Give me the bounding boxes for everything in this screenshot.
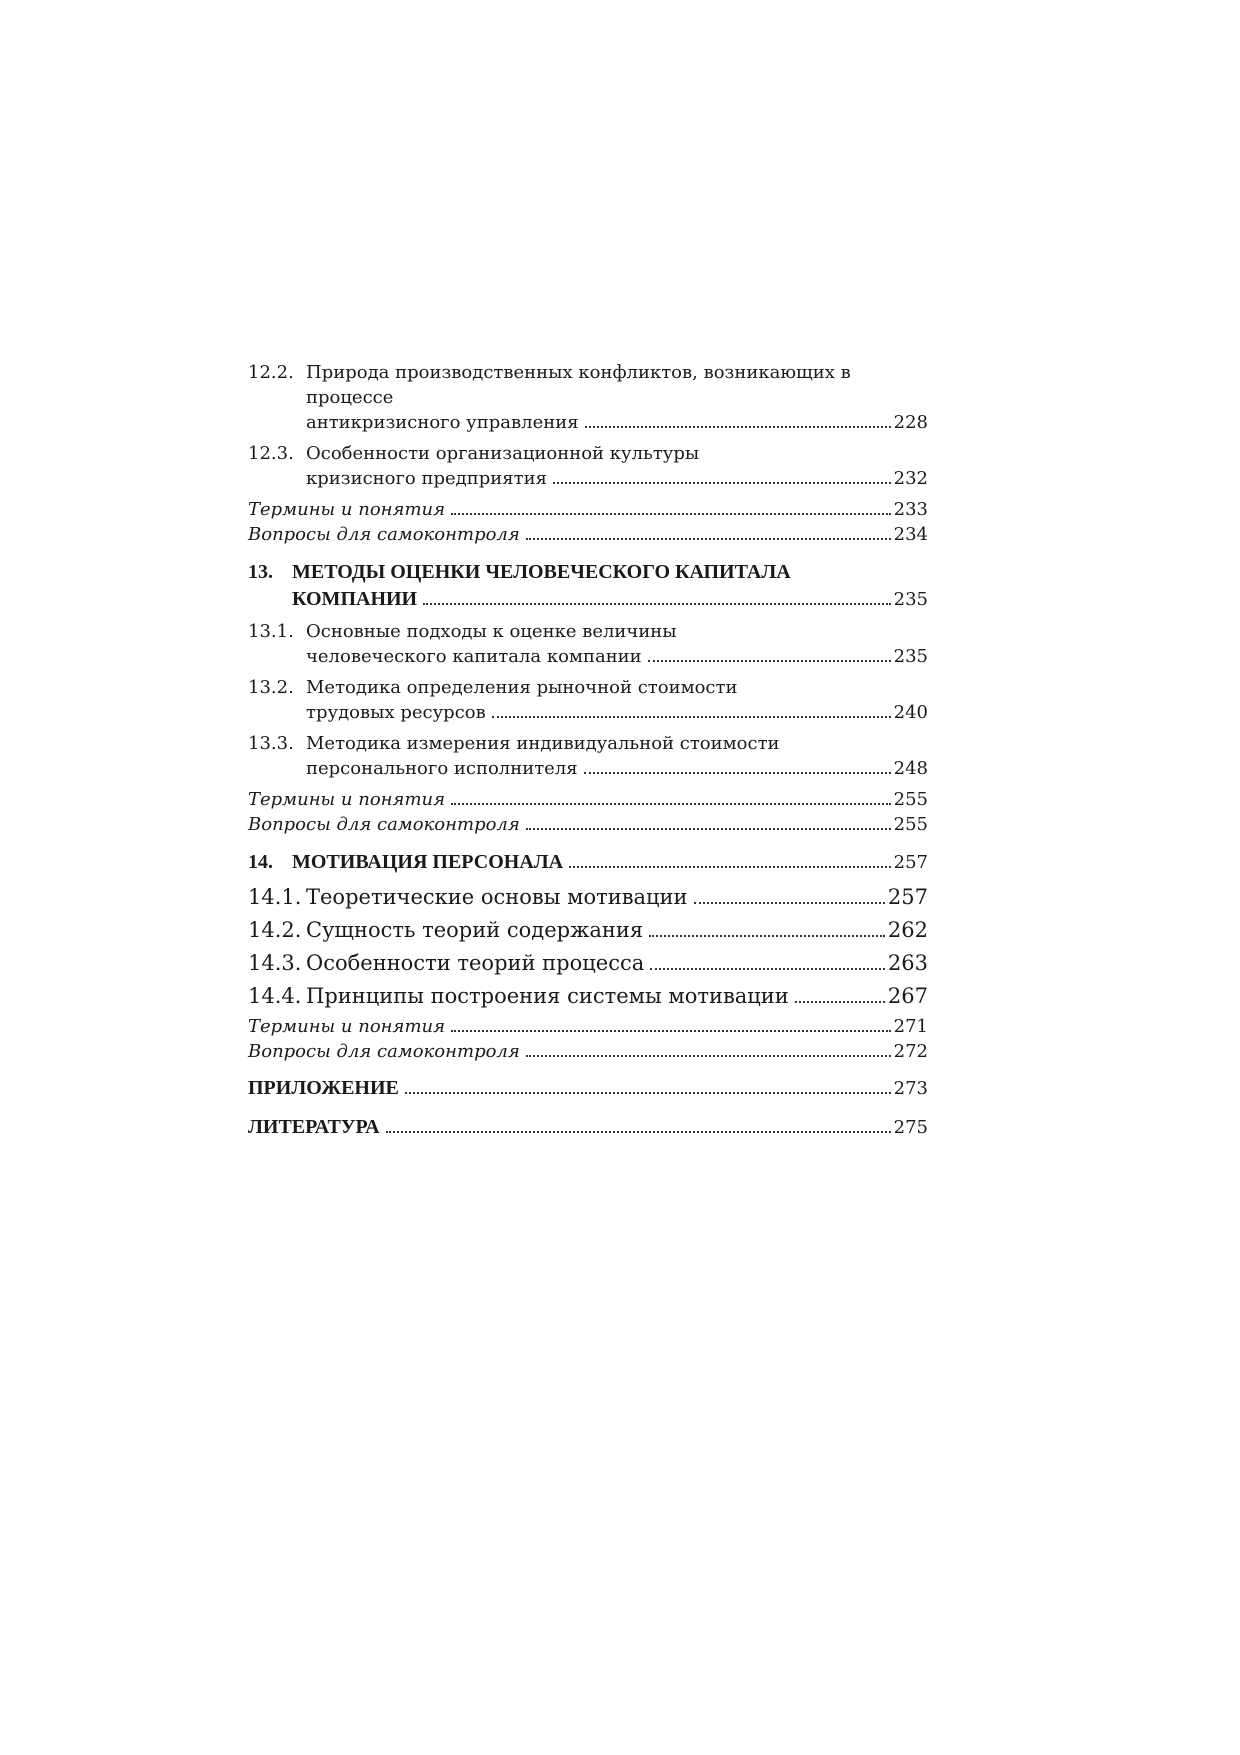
page-number: 248: [893, 758, 928, 779]
dot-leader: [451, 803, 891, 805]
table-of-contents: [248, 360, 928, 1142]
section-title-line: Сущность теорий содержания: [306, 918, 644, 942]
section-number: 14.2.: [248, 918, 302, 942]
toc-entry-13-2[interactable]: [248, 675, 928, 725]
dot-leader: [569, 866, 891, 868]
dot-leader: [526, 828, 891, 830]
dot-leader: [648, 660, 891, 662]
terms-title: Термины и понятия: [248, 499, 446, 520]
toc-entry-14-1[interactable]: [248, 882, 928, 912]
toc-entry-13-3[interactable]: [248, 731, 928, 781]
page-number: 267: [887, 984, 928, 1008]
page-number: 240: [893, 702, 928, 723]
toc-entry-questions-12[interactable]: [248, 522, 928, 547]
toc-entry-12-3[interactable]: [248, 441, 928, 491]
dot-leader: [492, 716, 891, 718]
dot-leader: [405, 1092, 891, 1094]
section-title-line: человеческого капитала компании: [306, 646, 642, 667]
toc-entry-terms-13[interactable]: [248, 787, 928, 812]
toc-entry-14-4[interactable]: [248, 981, 928, 1011]
toc-entry-13-1[interactable]: [248, 619, 928, 669]
toc-entry-questions-14[interactable]: [248, 1039, 928, 1064]
page-number: 273: [893, 1078, 928, 1099]
section-title-line: антикризисного управления: [306, 412, 579, 433]
page-number: 228: [893, 412, 928, 433]
dot-leader: [584, 772, 891, 774]
chapter-title-line: КОМПАНИИ: [292, 588, 418, 610]
dot-leader: [553, 482, 891, 484]
toc-entry-terms-14[interactable]: [248, 1014, 928, 1039]
section-title-line: процессе: [306, 387, 394, 408]
page-number: 263: [887, 951, 928, 975]
dot-leader: [423, 603, 891, 605]
section-title-line: Природа производственных конфликтов, возникающих в: [306, 362, 851, 383]
page-number: 235: [893, 589, 928, 610]
dot-leader: [526, 1055, 891, 1057]
dot-leader: [585, 426, 891, 428]
page-number: 255: [893, 789, 928, 810]
chapter-title-line: МОТИВАЦИЯ ПЕРСОНАЛА: [292, 851, 564, 873]
section-number: 12.2.: [248, 362, 294, 383]
terms-title: Термины и понятия: [248, 789, 446, 810]
section-number: 12.3.: [248, 443, 294, 464]
dot-leader: [451, 513, 891, 515]
toc-entry-12-2[interactable]: [248, 360, 928, 435]
toc-entry-14-3[interactable]: [248, 948, 928, 978]
toc-entry-questions-13[interactable]: [248, 812, 928, 837]
dot-leader: [649, 935, 885, 937]
section-number: 13.3.: [248, 733, 294, 754]
dot-leader: [451, 1030, 891, 1032]
terms-title: Термины и понятия: [248, 1016, 446, 1037]
questions-title: Вопросы для самоконтроля: [248, 814, 520, 835]
section-title-line: трудовых ресурсов: [306, 702, 486, 723]
page-number: 272: [893, 1041, 928, 1062]
page-number: 275: [893, 1117, 928, 1138]
page-number: 271: [893, 1016, 928, 1037]
section-title-line: Особенности организационной культуры: [306, 443, 700, 464]
section-number: 14.3.: [248, 951, 302, 975]
toc-entry-appendix[interactable]: [248, 1074, 928, 1103]
toc-entry-terms-12[interactable]: [248, 497, 928, 522]
page-number: 235: [893, 646, 928, 667]
toc-entry-literature[interactable]: [248, 1113, 928, 1142]
page-number: 234: [893, 524, 928, 545]
section-title-line: Методика измерения индивидуальной стоимости: [306, 733, 780, 754]
dot-leader: [650, 968, 885, 970]
section-title-line: Особенности теорий процесса: [306, 951, 645, 975]
section-title-line: Теоретические основы мотивации: [306, 885, 688, 909]
section-title-line: Методика определения рыночной стоимости: [306, 677, 738, 698]
chapter-number: 13.: [248, 561, 273, 583]
page-number: 257: [887, 885, 928, 909]
chapter-title-line: МЕТОДЫ ОЦЕНКИ ЧЕЛОВЕЧЕСКОГО КАПИТАЛА: [292, 561, 791, 583]
questions-title: Вопросы для самоконтроля: [248, 1041, 520, 1062]
dot-leader: [386, 1131, 891, 1133]
section-title-line: персонального исполнителя: [306, 758, 578, 779]
toc-entry-14-2[interactable]: [248, 915, 928, 945]
page-number: 233: [893, 499, 928, 520]
section-number: 13.1.: [248, 621, 294, 642]
toc-chapter-13[interactable]: [248, 559, 928, 613]
section-number: 14.4.: [248, 984, 302, 1008]
page-number: 257: [893, 852, 928, 873]
chapter-number: 14.: [248, 851, 273, 873]
section-number: 13.2.: [248, 677, 294, 698]
dot-leader: [694, 902, 885, 904]
dot-leader: [795, 1001, 885, 1003]
literature-title: ЛИТЕРАТУРА: [248, 1116, 380, 1138]
page-number: 255: [893, 814, 928, 835]
section-title-line: Основные подходы к оценке величины: [306, 621, 677, 642]
dot-leader: [526, 538, 891, 540]
section-title-line: кризисного предприятия: [306, 468, 547, 489]
toc-chapter-14[interactable]: [248, 849, 928, 876]
section-title-line: Принципы построения системы мотивации: [306, 984, 789, 1008]
appendix-title: ПРИЛОЖЕНИЕ: [248, 1077, 399, 1099]
page-number: 232: [893, 468, 928, 489]
page-number: 262: [887, 918, 928, 942]
questions-title: Вопросы для самоконтроля: [248, 524, 520, 545]
section-number: 14.1.: [248, 885, 302, 909]
